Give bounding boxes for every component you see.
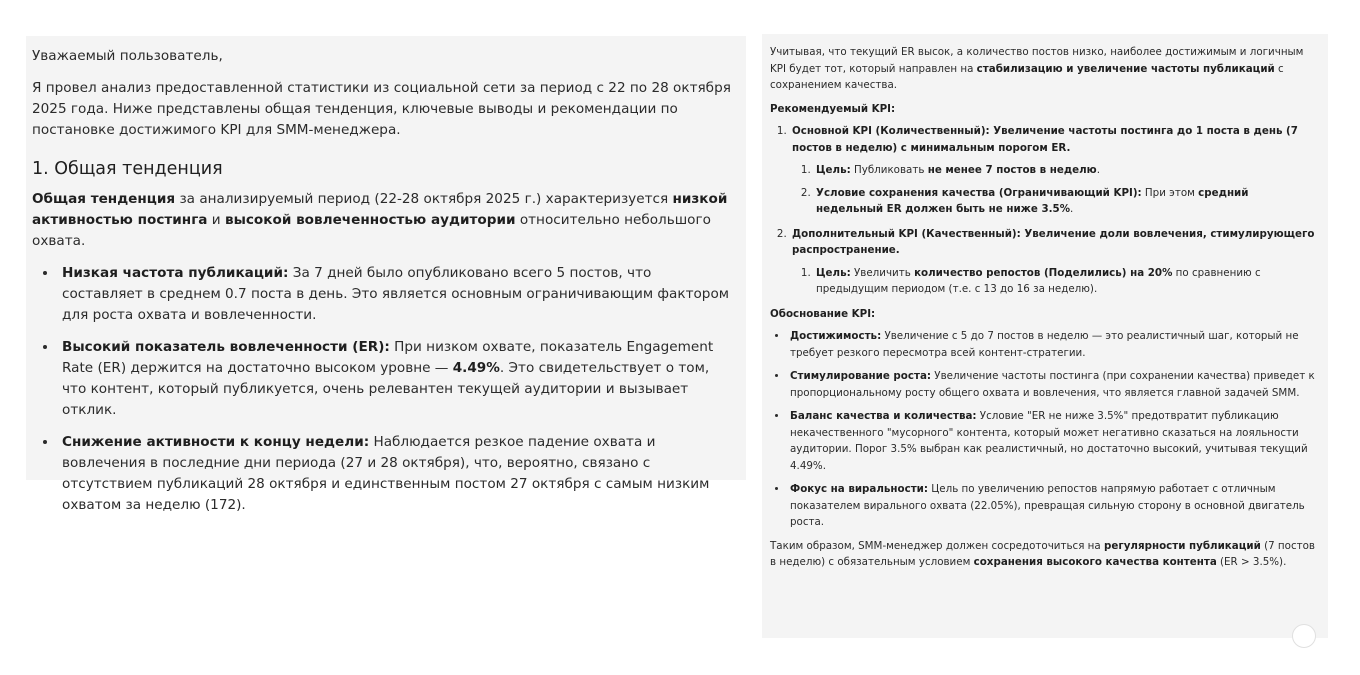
intro-paragraph: Я провел анализ предоставленной статистики из социальной сети за период с 22 по 28 октября 2025 года. Ниже представлены общая тенденция, ключевые выводы и рекомендации по постановке достижимого KPI для SMM-менеджера. [32,80,731,138]
list-item: 2. Условие сохранения качества (Ограничивающий KPI): При этом средний недельный ER должен быть не ниже 3.5%. [814,185,1318,218]
kpi-list [770,123,1318,298]
basis-list [770,328,1318,531]
list-item: • Фокус на виральности: Цель по увеличению репостов напрямую работает с отличным показателем вирального охвата (22.05%), превращая сильную сторону в основной двигатель роста. [788,481,1318,531]
list-item: • Баланс качества и количества: Условие "ER не ниже 3.5%" предотвратит публикацию некачественного "мусорного" контента, который может негативно сказаться на лояльности аудитории. Порог 3.5% выбран как реалистичный, но достаточно высокий, учитывая текущий 4.49%. [788,408,1318,474]
kpi-heading: Рекомендуемый KPI: [770,102,896,115]
basis-heading: Обоснование KPI: [770,307,876,320]
trend-paragraph: Общая тенденция за анализируемый период (22-28 октября 2025 г.) характеризуется низкой активностью постинга и высокой вовлеченностью аудитории относительно небольшого охвата. [32,191,728,249]
list-item: 1. Цель: Публиковать не менее 7 постов в неделю. [814,162,1318,179]
list-item: • Стимулирование роста: Увеличение частоты постинга (при сохранении качества) приведет к пропорциональному росту общего охвата и вовлечения, что является главной задачей SMM. [788,368,1318,401]
trend-bullet-list [32,263,734,516]
list-item: 1. Основной KPI (Количественный): Увеличение частоты постинга до 1 поста в день (7 постов в неделю) с минимальным порогом ER. 1. Цель: Публиковать не менее 7 постов в неделю. 2. Условие сохранения качества (Ограничивающий KPI): При этом средний недельный ER должен быть не ниже 3.5%. [790,123,1318,218]
section-title: 1. Общая тенденция [32,159,223,179]
list-item: 2. Дополнительный KPI (Качественный): Увеличение доли вовлечения, стимулирующего распространение. 1. Цель: Увеличить количество репостов (Поделились) на 20% по сравнению с предыдущим периодом (т.е. с 13 до 16 за неделю). [790,226,1318,298]
list-item: 1. Цель: Увеличить количество репостов (Поделились) на 20% по сравнению с предыдущим периодом (т.е. с 13 до 16 за неделю). [814,265,1318,298]
greeting: Уважаемый пользователь, [32,48,223,64]
list-item: • Достижимость: Увеличение с 5 до 7 постов в неделю — это реалистичный шаг, который не требует резкого пересмотра всей контент-стратегии. [788,328,1318,361]
bottom-fade [762,624,1328,638]
kpi-intro-paragraph: Учитывая, что текущий ER высок, а количество постов низко, наиболее достижимым и логичным KPI будет тот, который направлен на стабилизацию и увеличение частоты публикаций с сохранением качества. [770,46,1304,91]
list-item: • Высокий показатель вовлеченности (ER): При низком охвате, показатель Engagement Rate (ER) держится на достаточно высоком уровне — 4.49%. Это свидетельствует о том, что контент, который публикуется, очень релевантен текущей аудитории и вызывает отклик. [58,337,734,421]
left-message-panel [26,36,746,513]
right-message-panel[interactable] [762,34,1328,638]
list-item: • Низкая частота публикаций: За 7 дней было опубликовано всего 5 постов, что составляет в среднем 0.7 поста в день. Это является основным ограничивающим фактором для роста охвата и вовлеченности. [58,263,734,326]
scroll-down-button[interactable] [1292,624,1316,648]
list-item: • Снижение активности к концу недели: Наблюдается резкое падение охвата и вовлечения в последние дни периода (27 и 28 октября), что, вероятно, связано с отсутствием публикаций 28 октября и единственным постом 27 октября с самым низким охватом за неделю (172). [58,432,734,516]
conclusion-paragraph: Таким образом, SMM-менеджер должен сосредоточиться на регулярности публикаций (7 постов в неделю) с обязательным условием сохранения высокого качества контента (ER > 3.5%). [770,539,1315,568]
